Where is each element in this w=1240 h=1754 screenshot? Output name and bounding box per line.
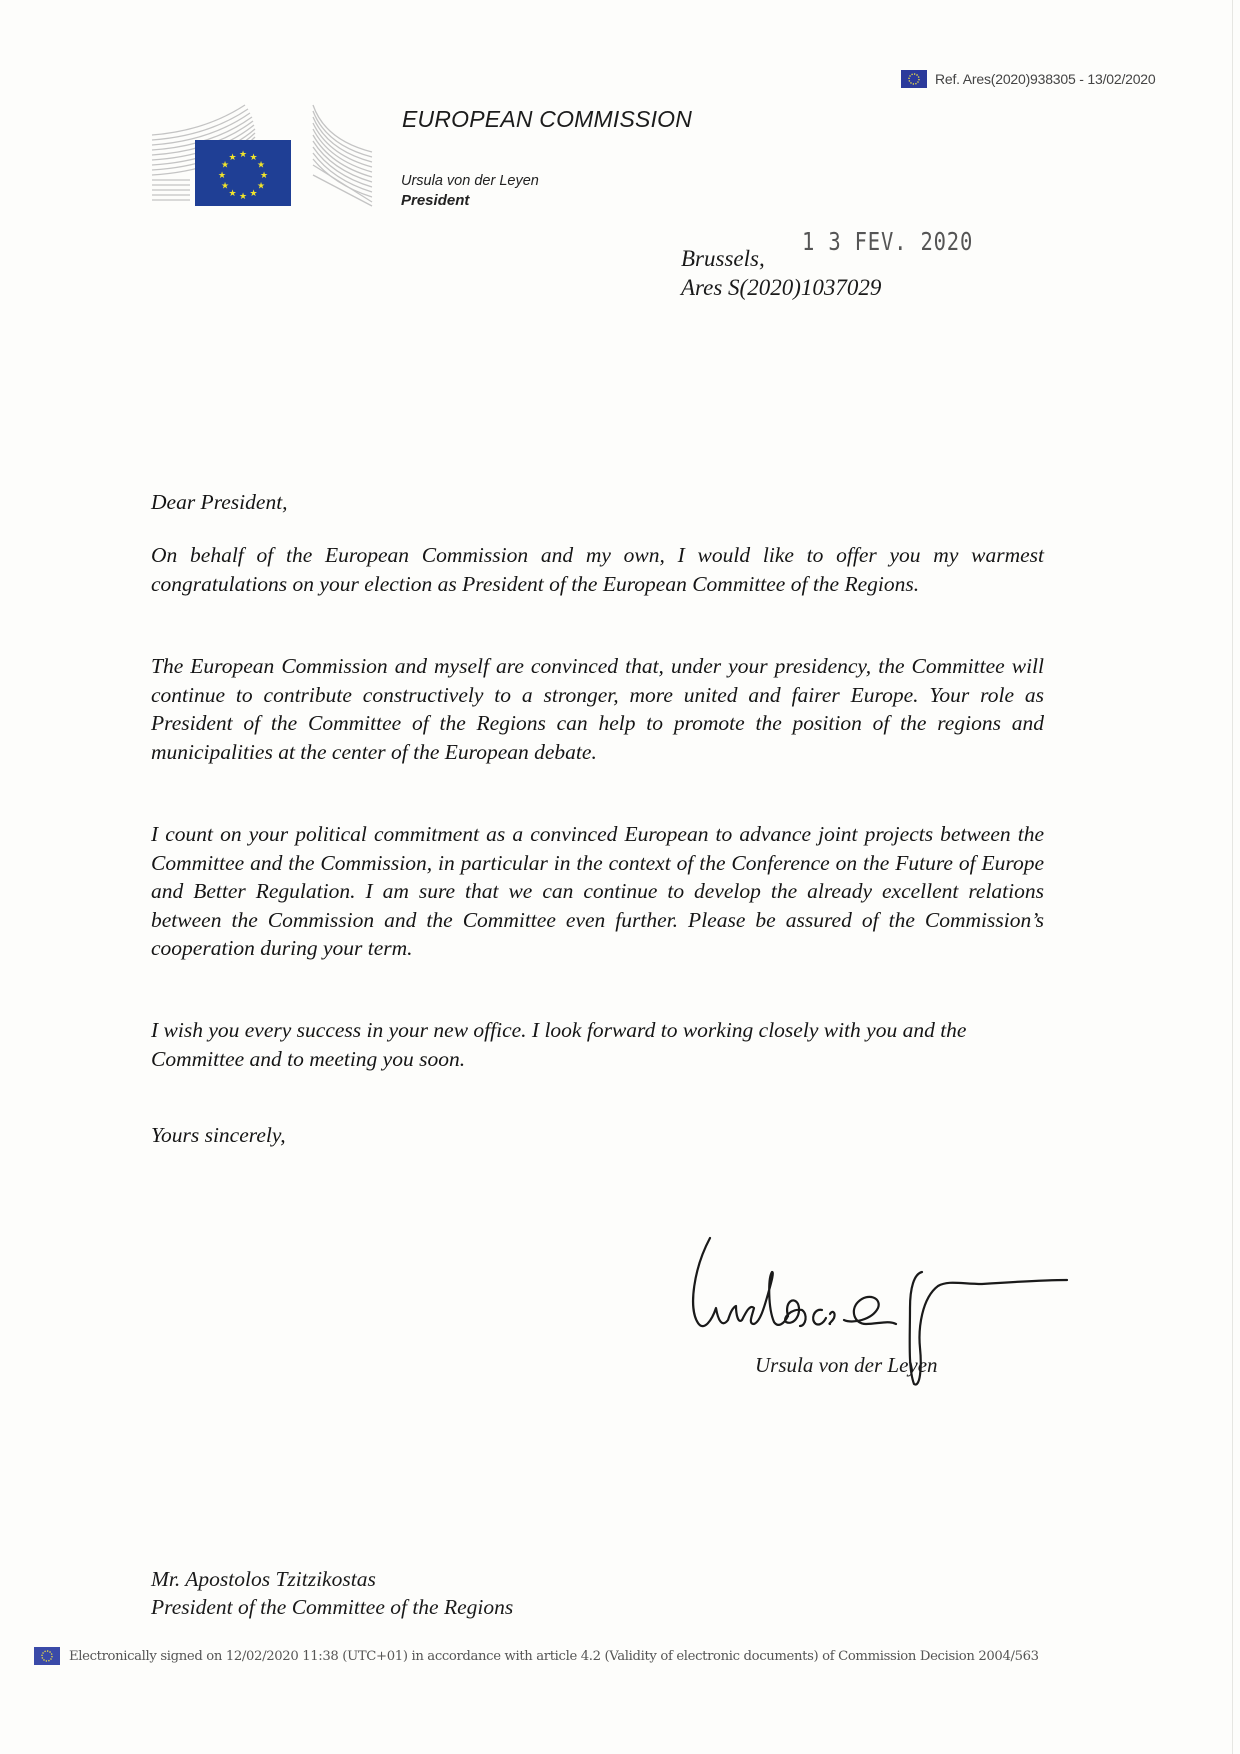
page-edge	[1232, 0, 1233, 1754]
electronic-signature-note	[34, 1647, 1039, 1665]
closing: Yours sincerely,	[151, 1123, 286, 1147]
svg-text:★: ★	[238, 150, 248, 160]
svg-text:★: ★	[220, 181, 230, 192]
reference-text: Ref. Ares(2020)938305 - 13/02/2020	[935, 71, 1156, 87]
place: Brussels,	[681, 246, 765, 271]
svg-text:★: ★	[220, 160, 230, 171]
esign-text: Electronically signed on 12/02/2020 11:38 (UTC+01) in accordance with article 4.2 (Validity of electronic documents) of Commission Decision 2004/563	[69, 1648, 1039, 1664]
recipient-title: President of the Committee of the Regions	[151, 1595, 514, 1619]
ares-number: Ares S(2020)1037029	[681, 275, 882, 300]
eu-flag-icon	[34, 1647, 60, 1665]
document-reference	[901, 70, 1155, 88]
sender-name: Ursula von der Leyen	[401, 173, 539, 189]
svg-text:★: ★	[238, 192, 248, 202]
svg-text:★: ★	[249, 189, 258, 199]
svg-text:★: ★	[228, 189, 237, 199]
svg-text:★: ★	[256, 181, 266, 192]
svg-text:★: ★	[256, 160, 266, 171]
institution-name: EUROPEAN COMMISSION	[402, 106, 693, 132]
paragraph: I count on your political commitment as a convinced European to advance joint projects between the Committee and the Commission, in particular in the context of the Conference on the Future of Europe and Better Regulation. I am sure that we can continue to develop the already excellent relations between the Commission and the Committee even further. Please be assured of the Commission’s cooperation during your term.	[151, 822, 1044, 961]
sender-role: President	[401, 192, 470, 209]
svg-text:★: ★	[249, 153, 258, 163]
svg-text:★: ★	[228, 153, 237, 163]
paragraph: The European Commission and myself are convinced that, under your presidency, the Committee will continue to contribute constructively to a stronger, more united and fairer Europe. Your role as President of the Committee of the Regions can help to promote the position of the regions and municipalities at the center of the European debate.	[151, 654, 1044, 764]
signer-name: Ursula von der Leyen	[755, 1353, 938, 1377]
svg-text:★: ★	[217, 171, 227, 181]
svg-text:★: ★	[259, 171, 269, 181]
paragraph: I wish you every success in your new office. I look forward to working closely with you and the Committee and to meeting you soon.	[151, 1018, 967, 1071]
salutation: Dear President,	[151, 490, 288, 514]
recipient-name: Mr. Apostolos Tzitzikostas	[151, 1567, 376, 1591]
date-stamp: 1 3 FEV. 2020	[802, 227, 974, 256]
eu-flag-icon	[195, 140, 291, 206]
eu-flag-icon	[901, 70, 927, 88]
european-commission-logo	[150, 95, 375, 210]
paragraph: On behalf of the European Commission and my own, I would like to offer you my warmest congratulations on your election as President of the European Committee of the Regions.	[151, 543, 1044, 596]
